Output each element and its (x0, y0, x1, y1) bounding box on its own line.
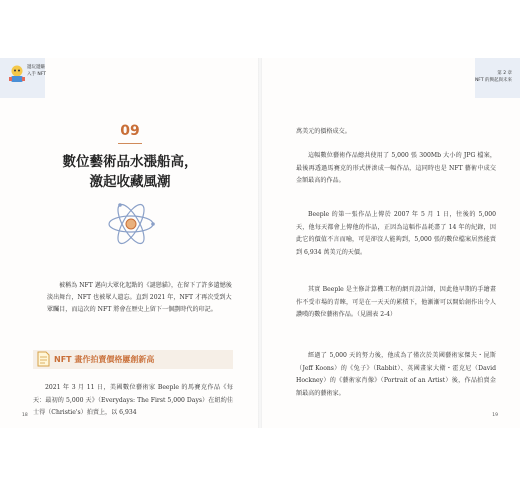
page-gutter (258, 58, 262, 428)
body-paragraph: 2021 年 3 月 11 日，美國數位藝術家 Beeple 的馬賽克作品《每天：最初的 5,000 天》（Everydays: The First 5,000 Days）在紐約佳士得（Christie's）拍賣上，以 6,934 (33, 384, 233, 417)
page-number-right: 19 (492, 413, 498, 418)
chapter-title-line1: 數位藝術品水漲船高， (62, 154, 198, 170)
chapter-title (0, 152, 260, 192)
right-page (260, 58, 520, 428)
series-title-line1: 邊玩邊賺 (27, 65, 45, 70)
body-paragraph: 其實 Beeple 是主修計算機工程的網頁設計師，因此他早期的手繪畫作不受市場的青睞，可是在一天天的累積下，他漸漸可以開始創作出令人讚嘆的數位藝術作品。（見圖表 2-4） (296, 286, 496, 319)
chapter-divider (118, 143, 142, 144)
body-paragraph: Beeple 的第一張作品上傳於 2007 年 5 月 1 日，往後的 5,000 天，他每天都會上傳他的作品，正因為這幅作品耗盡了 14 年的紀錄，因此它的價值不言而喻，可是卻沒人能夠到，5,000 張的數位檔案居然能賣到 6,934 萬美元的天價。 (296, 211, 496, 256)
running-header (475, 70, 512, 84)
chapter-number: 09 (120, 123, 140, 139)
body-paragraph: 萬美元的價格成交。 (296, 128, 351, 135)
body-paragraph: 這幅數位藝術作品總共使用了 5,000 張 300Mb 大小的 JPG 檔案，最後再透過馬賽克的形式拼湊成一幅作品，這同時也是 NFT 藝術中成交金額最高的作品。 (296, 152, 496, 185)
document-icon (37, 351, 50, 367)
chapter-title-line2: 激起收藏風潮 (89, 174, 171, 190)
chapter-intro: 被稱為 NFT 邁向大眾化起點的《謎戀貓》，在留下了許多遺憾後淡出舞台，NFT 也被眾人遺忘。直到 2021 年，NFT 才再次受到大眾矚目，而這次的 NFT 將會在歷史上留下一個劃時代的印記。 (47, 282, 232, 314)
series-title (27, 64, 46, 78)
cartoon-character-icon (8, 64, 26, 84)
atom-icon (105, 198, 157, 250)
section-heading: NFT 畫作拍賣價格屢創新高 (54, 355, 155, 364)
series-title-line2: 入手 NFT (27, 72, 47, 77)
body-paragraph: 經過了 5,000 天的努力後，他成為了僅次於美國藝術家傑夫・昆斯（Jeff Koons）的《兔子》（Rabbit）、英國畫家大衛・霍克尼（David Hockney）的《藝術家肖像》（Portrait of an Artist）後，作品拍賣金額最高的藝術家。 (296, 352, 496, 397)
left-page (0, 58, 260, 428)
chapter-subtitle: NFT 的興起與未來 (474, 78, 512, 83)
chapter-label: 第 2 章 (497, 71, 512, 76)
page-number-left: 18 (22, 413, 28, 418)
